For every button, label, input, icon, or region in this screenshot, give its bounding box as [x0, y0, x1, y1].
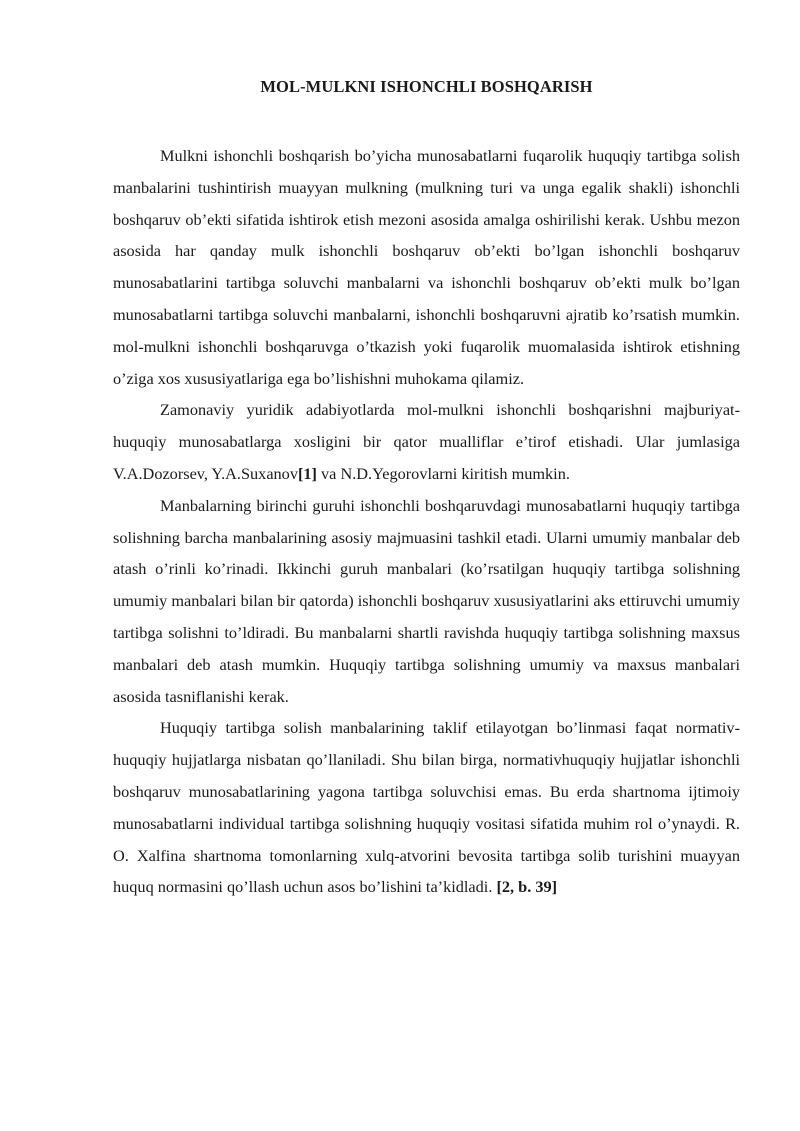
paragraph-3: Manbalarning birinchi guruhi ishonchli boshqaruvdagi munosabatlarni huquqiy tartibga solishning barcha manbalarining asosiy majmuasini tashkil etadi. Ularni umumiy manbalar deb atash o’rinli ko’rinadi. Ikkinchi guruh manbalari (ko’rsatilgan huquqiy tartibga solishning umumiy manbalari bilan bir qatorda) ishonchli boshqaruv xususiyatlarini aks ettiruvchi umumiy tartibga solishni to’ldiradi. Bu manbalarni shartli ravishda huquqiy tartibga solishning maxsus manbalari deb atash mumkin. Huquqiy tartibga solishning umumiy va maxsus manbalari asosida tasniflanishi kerak.	[113, 495, 740, 706]
paragraph-2	[113, 394, 740, 489]
paragraph-1: Mulkni ishonchli boshqarish bo’yicha munosabatlarni fuqarolik huquqiy tartibga solish manbalarini tushintirish muayyan mulkning (mulkning turi va unga egalik shakli) ishonchli boshqaruv ob’ekti sifatida ishtirok etish mezoni asosida amalga oshirilishi kerak. Ushbu mezon asosida har qanday mulk ishonchli boshqaruv ob’ekti bo’lgan ishonchli boshqaruv munosabatlarini tartibga soluvchi manbalarni va ishonchli boshqaruv ob’ekti mulk bo’lgan munosabatlarni tartibga soluvchi manbalarni, ishonchli boshqaruvni ajratib ko’rsatish mumkin. mol-mulkni ishonchli boshqaruvga o’tkazish yoki fuqarolik muomalasida ishtirok etishning o’ziga xos xususiyatlariga ega bo’lishishni muhokama qilamiz.	[113, 146, 740, 388]
paragraph-2-text-end: va N.D.Yegorovlarni kiritish mumkin.	[316, 463, 570, 483]
citation-ref-1: [1]	[297, 463, 317, 483]
paragraph-4	[113, 712, 740, 903]
citation-ref-2: [2, b. 39]	[496, 877, 558, 897]
document-title: MOL-MULKNI ISHONCHLI BOSHQARISH	[260, 77, 593, 96]
document-body	[113, 140, 740, 903]
paragraph-4-text: Huquqiy tartibga solish manbalarining taklif etilayotgan bo’linmasi faqat normativ-huquqiy hujjatlarga nisbatan qo’llaniladi. Shu bilan birga, normativhuquqiy hujjatlar ishonchli boshqaruv munosabatlarining yagona tartibga soluvchisi emas. Bu erda shartnoma ijtimoiy munosabatlarni individual tartibga solishning huquqiy vositasi sifatida muhim rol o’ynaydi. R. O. Xalfina shartnoma tomonlarning xulq-atvorini bevosita tartibga solib turishini muayyan huquq normasini qo’llash uchun asos bo’lishini ta’kidladi.	[113, 718, 740, 897]
paragraph-2-text: Zamonaviy yuridik adabiyotlarda mol-mulkni ishonchli boshqarishni majburiyat-huquqiy munosabatlarga xosligini bir qator mualliflar e’tirof etishadi. Ular jumlasiga V.A.Dozorsev, Y.A.Suxanov	[113, 400, 740, 483]
